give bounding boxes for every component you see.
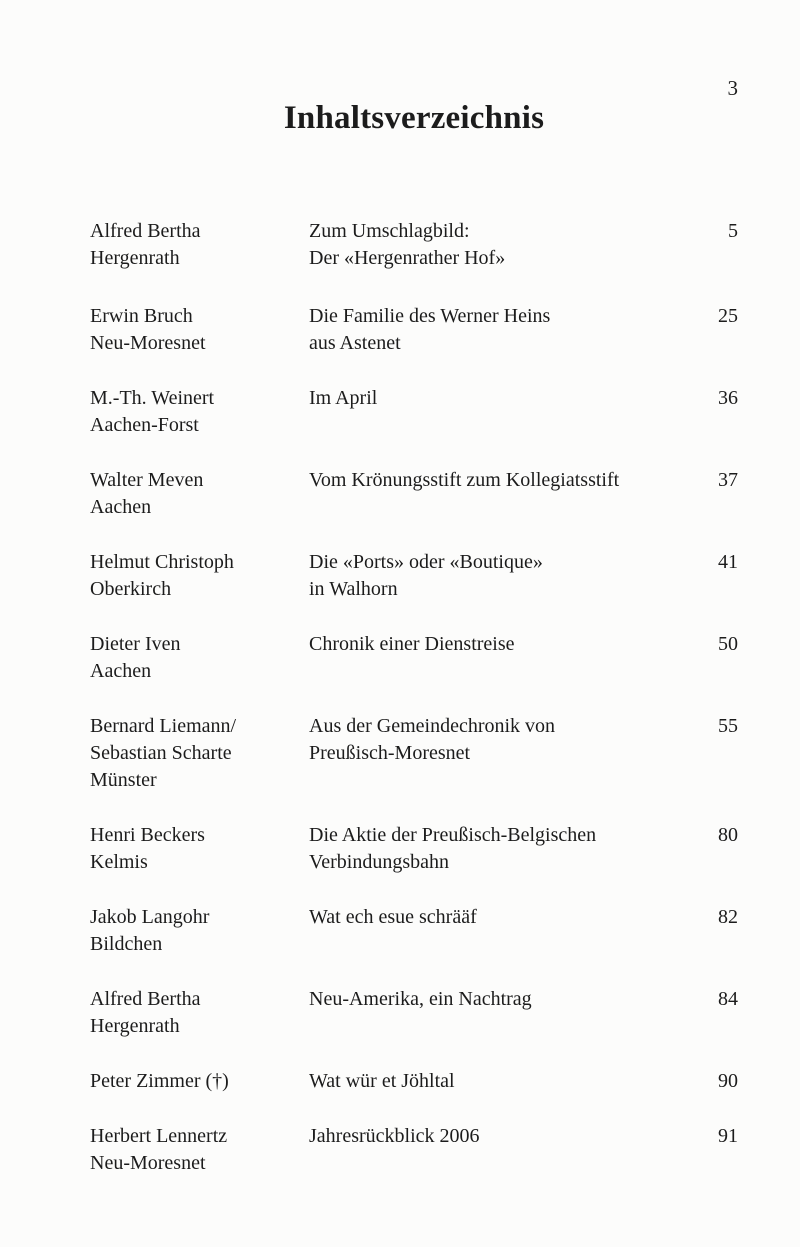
- article-title-line: Wat ech esue schrääf: [309, 906, 477, 928]
- author-location: Bildchen: [90, 933, 163, 955]
- article-title-line: Neu-Amerika, ein Nachtrag: [309, 988, 532, 1010]
- author-location: Hergenrath: [90, 1015, 180, 1037]
- article-title-line: Der «Hergenrather Hof»: [309, 247, 506, 269]
- article-title-line: in Walhorn: [309, 578, 398, 600]
- toc-article-title: [309, 303, 694, 357]
- article-title-line: Die «Ports» oder «Boutique»: [309, 551, 543, 573]
- toc-article-title: [309, 822, 694, 876]
- author-name: Sebastian Scharte: [90, 742, 232, 764]
- author-location: Münster: [90, 769, 157, 791]
- toc-page-number: 82: [718, 906, 738, 928]
- author-location: Aachen: [90, 660, 152, 682]
- toc-authors: [90, 549, 295, 603]
- toc-authors: [90, 1068, 295, 1095]
- toc-article-title: [309, 385, 694, 412]
- author-location: Hergenrath: [90, 247, 180, 269]
- author-name: Jakob Langohr: [90, 906, 210, 928]
- article-title-line: aus Astenet: [309, 332, 401, 354]
- toc-authors: [90, 631, 295, 685]
- article-title-line: Jahresrückblick 2006: [309, 1125, 480, 1147]
- toc-article-title: [309, 904, 694, 931]
- toc-page-number: 55: [718, 715, 738, 737]
- toc-authors: [90, 467, 295, 521]
- author-name: Henri Beckers: [90, 824, 205, 846]
- article-title-line: Preußisch-Moresnet: [309, 742, 471, 764]
- toc-article-title: [309, 1068, 694, 1095]
- author-name: Bernard Liemann/: [90, 715, 237, 737]
- toc-article-title: [309, 986, 694, 1013]
- author-location: Oberkirch: [90, 578, 172, 600]
- author-name: Alfred Bertha: [90, 988, 201, 1010]
- author-name: M.-Th. Weinert: [90, 387, 215, 409]
- toc-article-title: [309, 549, 694, 603]
- toc-page-number: 84: [718, 988, 738, 1010]
- toc-article-title: [309, 631, 694, 658]
- author-location: Aachen: [90, 496, 152, 518]
- toc-page-number: 25: [718, 305, 738, 327]
- author-name: Peter Zimmer (†): [90, 1070, 229, 1092]
- article-title-line: Aus der Gemeindechronik von: [309, 715, 556, 737]
- toc-article-title: [309, 467, 694, 494]
- author-name: Alfred Bertha: [90, 220, 201, 242]
- toc-authors: [90, 904, 295, 958]
- toc-article-title: [309, 713, 694, 767]
- toc-authors: [90, 1123, 295, 1177]
- article-title-line: Die Aktie der Preußisch-Belgischen: [309, 824, 597, 846]
- page-number: 3: [727, 76, 738, 100]
- toc-authors: [90, 218, 295, 272]
- author-location: Kelmis: [90, 851, 148, 873]
- author-location: Neu-Moresnet: [90, 332, 206, 354]
- toc-page-number: 50: [718, 633, 738, 655]
- author-name: Erwin Bruch: [90, 305, 193, 327]
- toc-authors: [90, 822, 295, 876]
- toc-authors: [90, 986, 295, 1040]
- toc-authors: [90, 385, 295, 439]
- author-name: Walter Meven: [90, 469, 204, 491]
- toc-page-number: 91: [718, 1125, 738, 1147]
- author-name: Dieter Iven: [90, 633, 181, 655]
- author-name: Herbert Lennertz: [90, 1125, 228, 1147]
- article-title-line: Verbindungsbahn: [309, 851, 449, 873]
- toc-authors: [90, 303, 295, 357]
- toc-page-number: 36: [718, 387, 738, 409]
- toc-article-title: [309, 1123, 694, 1150]
- article-title-line: Wat wür et Jöhltal: [309, 1070, 455, 1092]
- toc-page-number: 90: [718, 1070, 738, 1092]
- toc-page-number: 37: [718, 469, 738, 491]
- article-title-line: Im April: [309, 387, 378, 409]
- author-location: Aachen-Forst: [90, 414, 199, 436]
- toc-page-number: 5: [728, 220, 738, 242]
- author-name: Helmut Christoph: [90, 551, 234, 573]
- toc-authors: [90, 713, 295, 794]
- toc-page-number: 80: [718, 824, 738, 846]
- article-title-line: Chronik einer Dienstreise: [309, 633, 515, 655]
- toc-page-number: 41: [718, 551, 738, 573]
- toc-article-title: [309, 218, 694, 272]
- article-title-line: Zum Umschlagbild:: [309, 220, 470, 242]
- article-title-line: Vom Krönungsstift zum Kollegiatsstift: [309, 469, 620, 491]
- article-title-line: Die Familie des Werner Heins: [309, 305, 551, 327]
- page-title: Inhaltsverzeichnis: [283, 100, 545, 136]
- author-location: Neu-Moresnet: [90, 1152, 206, 1174]
